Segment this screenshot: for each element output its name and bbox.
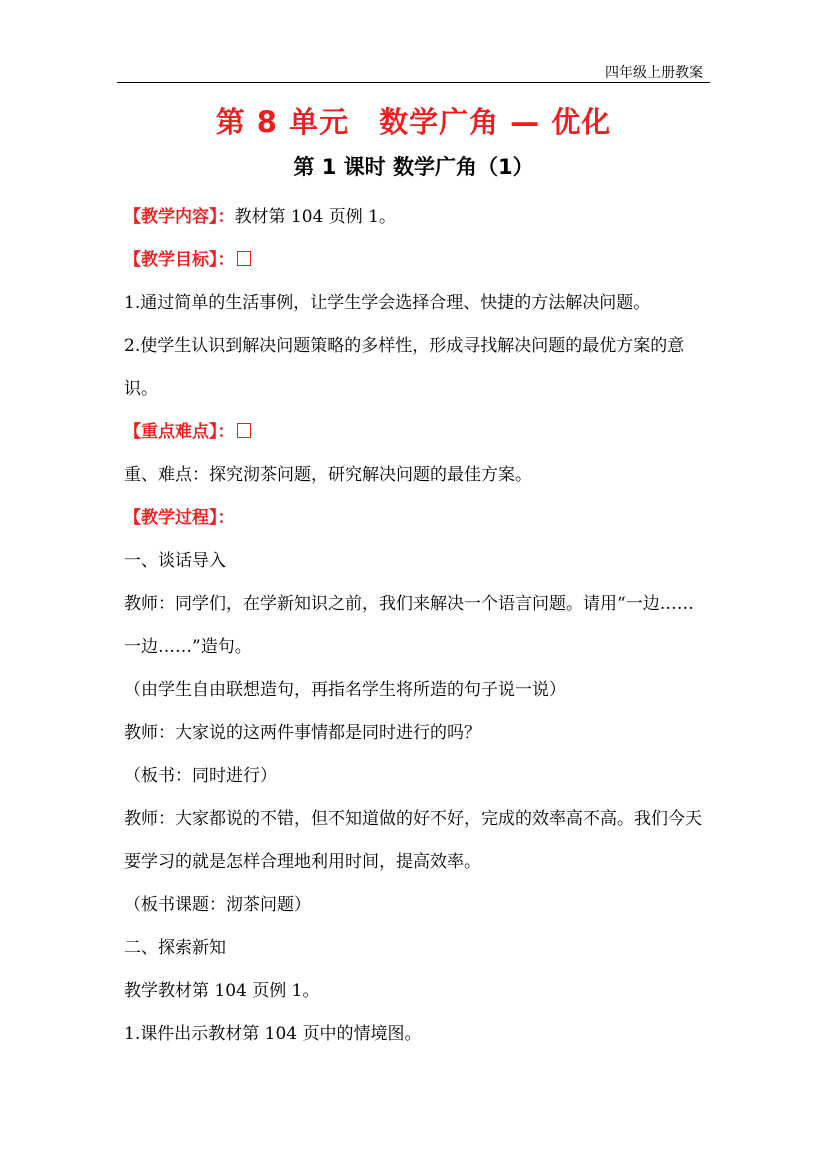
checkbox-icon xyxy=(237,423,251,438)
paragraph-6: （板书课题：沏茶问题） xyxy=(124,895,311,915)
checkbox-icon xyxy=(237,251,251,266)
goal-1: 1.通过简单的生活事例，让学生学会选择合理、快捷的方法解决问题。 xyxy=(124,293,651,313)
paragraph-1: 教师：同学们，在学新知识之前，我们来解决一个语言问题。请用“一边……一边……”造句。 xyxy=(124,594,694,657)
paragraph-4: （板书：同时进行） xyxy=(124,766,277,786)
section-2-heading: 二、探索新知 xyxy=(124,938,226,958)
lesson-subtitle: 第 1 课时 数学广角（1） xyxy=(293,155,534,179)
teaching-process-heading: 【教学过程】： xyxy=(124,508,235,528)
paragraph-5: 教师：大家都说的不错，但不知道做的好不好，完成的效率高不高。我们今天要学习的就是怎样合理地利用时间，提高效率。 xyxy=(124,809,702,872)
goal-2: 2.使学生认识到解决问题策略的多样性，形成寻找解决问题的最优方案的意识。 xyxy=(124,336,685,399)
teaching-process-row xyxy=(124,497,704,540)
header-rule xyxy=(117,82,710,83)
paragraph-2: （由学生自由联想造句，再指名学生将所造的句子说一说） xyxy=(124,680,566,700)
teaching-goals-row xyxy=(124,239,704,282)
key-points-heading: 【重点难点】： xyxy=(124,422,235,442)
paragraph-3: 教师：大家说的这两件事情都是同时进行的吗？ xyxy=(124,723,481,743)
unit-title: 第 8 单元 数学广角 — 优化 xyxy=(215,105,612,139)
paragraph-8: 1.课件出示教材第 104 页中的情境图。 xyxy=(124,1024,422,1044)
teaching-content-heading: 【教学内容】： xyxy=(124,207,235,227)
header-label: 四年级上册教案 xyxy=(605,65,703,81)
teaching-goals-heading: 【教学目标】： xyxy=(124,250,235,270)
section-1-heading: 一、谈话导入 xyxy=(124,551,226,571)
paragraph-7: 教学教材第 104 页例 1。 xyxy=(124,981,320,1001)
teaching-content-text: 教材第 104 页例 1。 xyxy=(234,207,396,227)
teaching-content-row xyxy=(124,196,704,239)
key-points-row xyxy=(124,411,704,454)
key-points-text: 重、难点：探究沏茶问题，研究解决问题的最佳方案。 xyxy=(124,465,532,485)
document-body xyxy=(124,196,704,1056)
